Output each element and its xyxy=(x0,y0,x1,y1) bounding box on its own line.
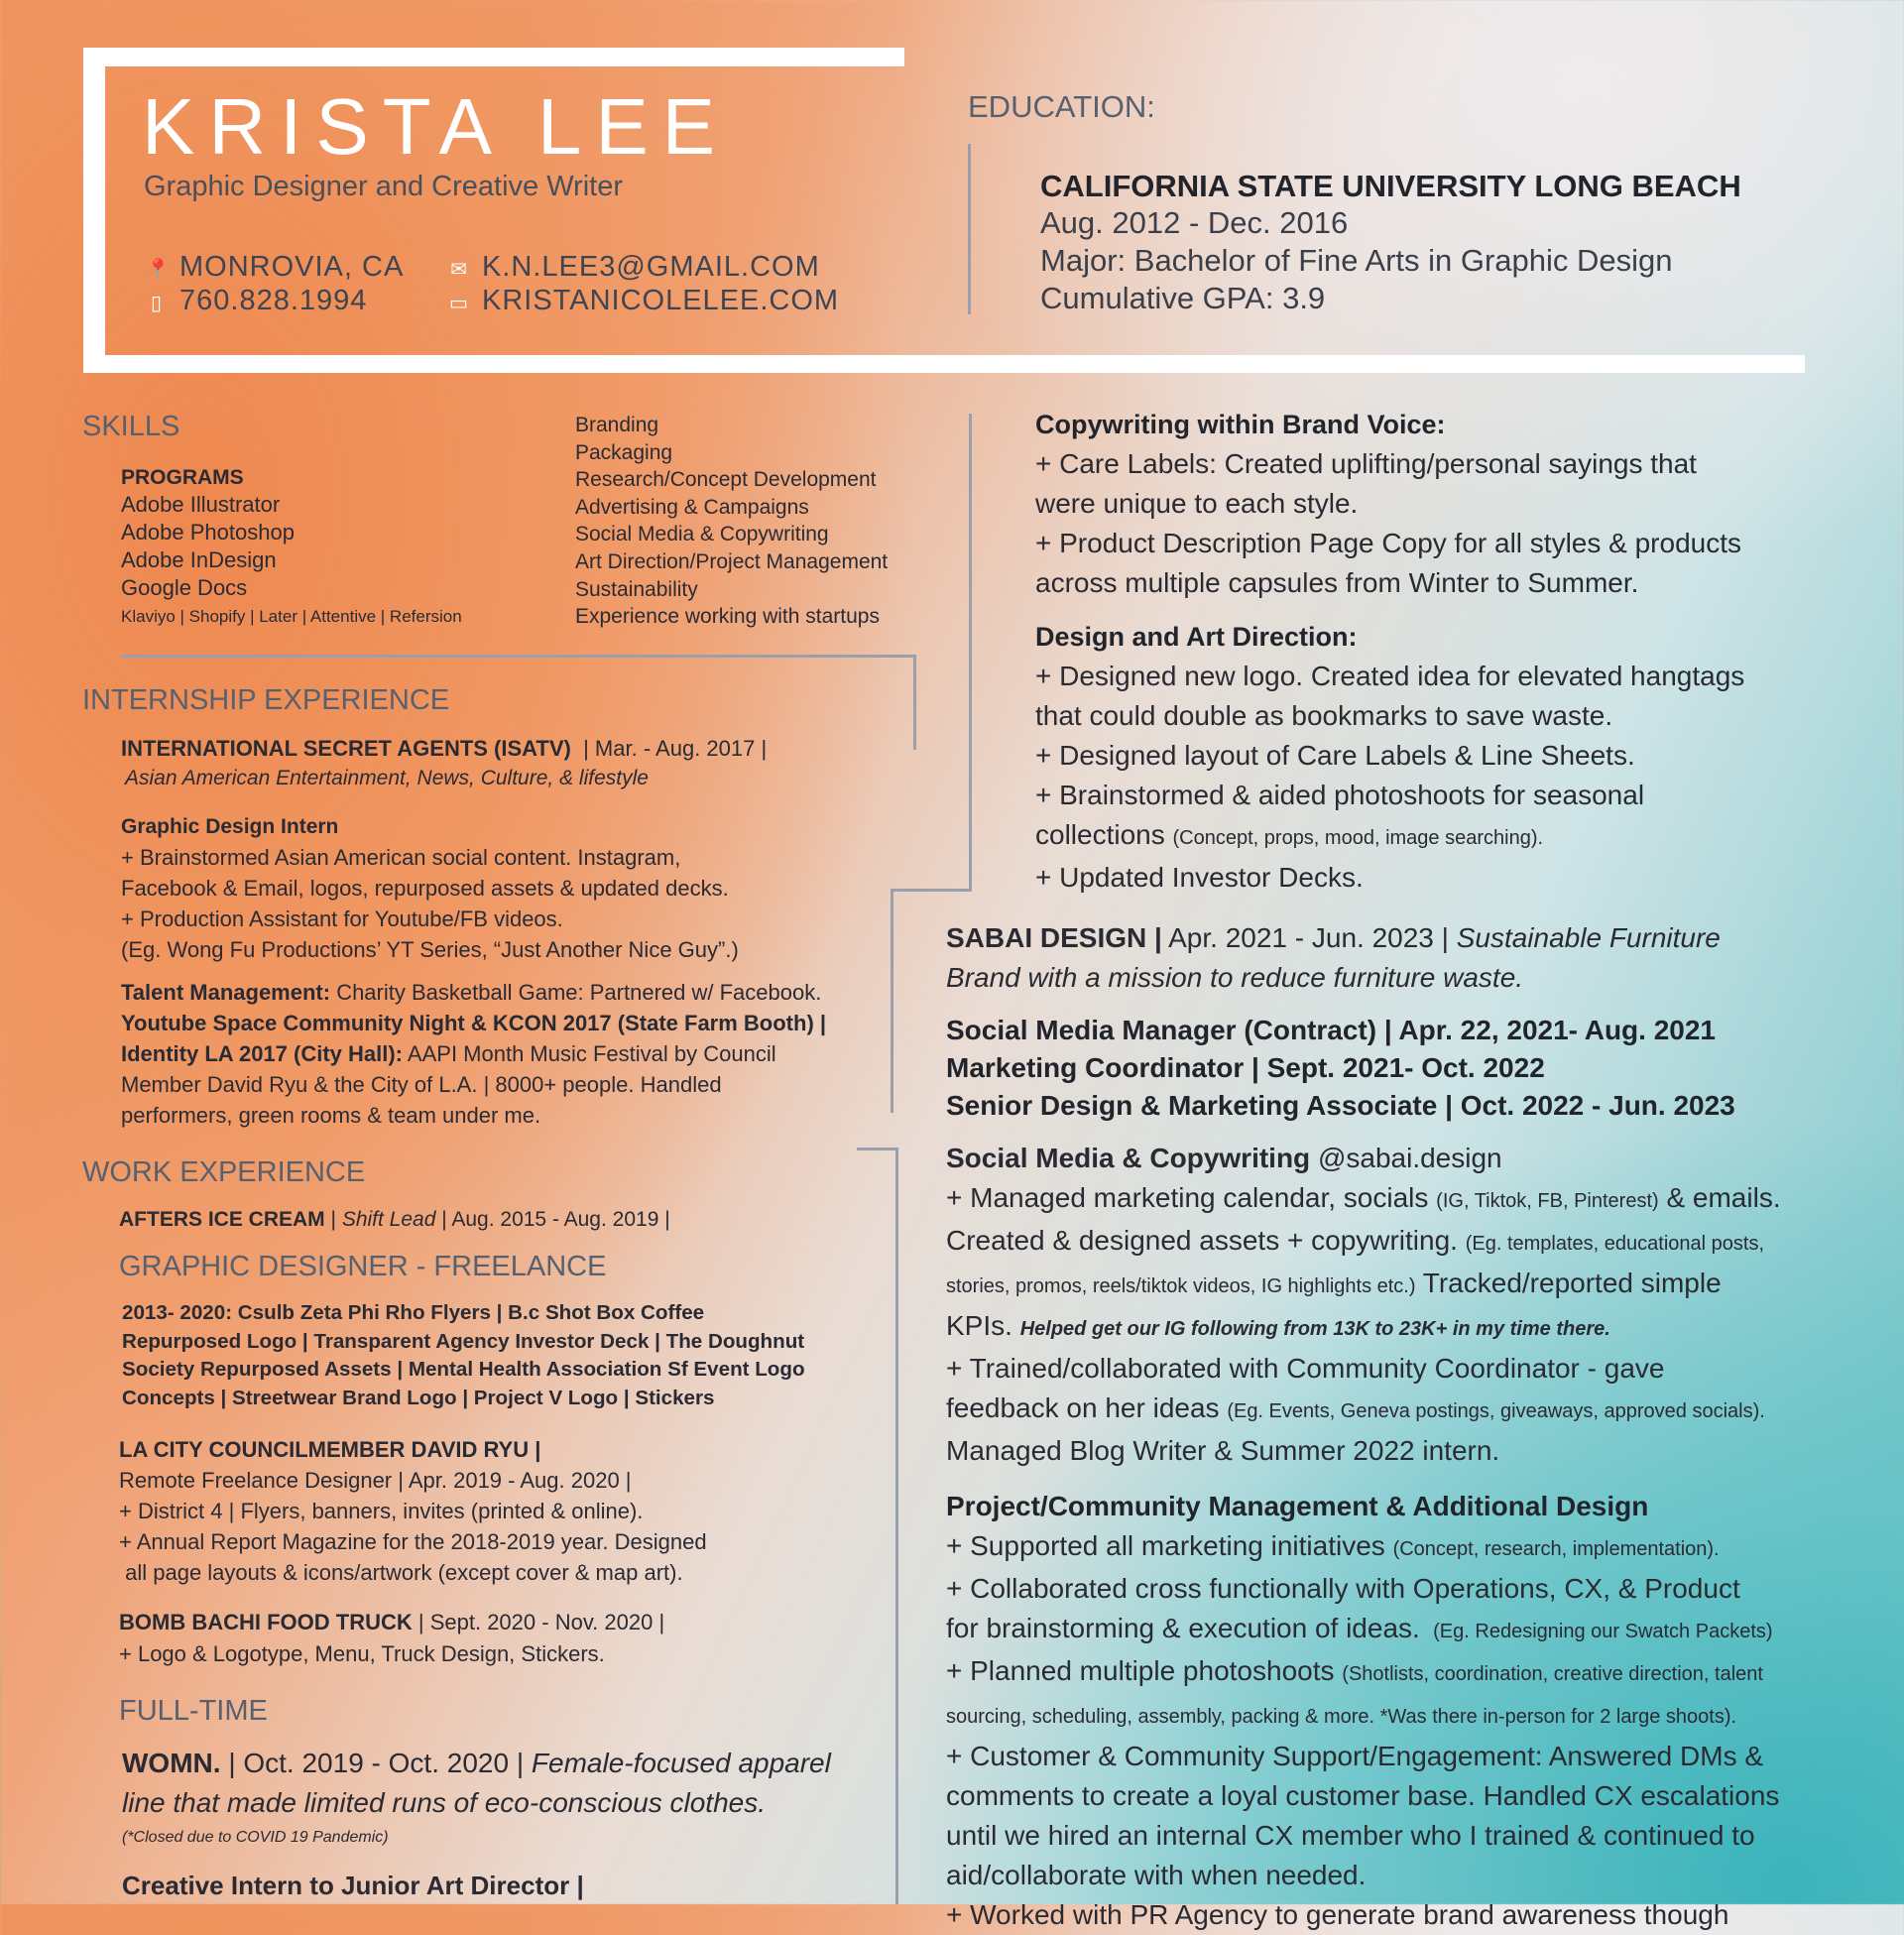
programs-list xyxy=(121,464,462,632)
skill-item: Advertising & Campaigns xyxy=(575,495,809,519)
bomb-line: + Logo & Logotype, Menu, Truck Design, Stickers. xyxy=(119,1641,605,1666)
copy-line: + Product Description Page Copy for all styles & products xyxy=(1035,528,1742,558)
resume-name: KRISTA LEE xyxy=(142,82,730,171)
design-line: collections (Concept, props, mood, image searching). xyxy=(1035,819,1544,850)
envelope-icon: ✉ xyxy=(450,259,468,281)
freelance-line: 2013- 2020: Csulb Zeta Phi Rho Flyers | B.c Shot Box Coffee xyxy=(122,1301,705,1324)
education-block xyxy=(1040,169,1814,317)
sabai-desc: Sustainable Furniture xyxy=(1456,922,1721,953)
social-line: stories, promos, reels/tiktok videos, IG highlights etc.) Tracked/reported simple xyxy=(946,1268,1722,1298)
skill-item: Experience working with startups xyxy=(575,605,880,629)
connector-horizontal xyxy=(857,1148,898,1150)
project-line: sourcing, scheduling, assembly, packing & more. *Was there in-person for 2 large shoots). xyxy=(946,1706,1737,1728)
womn-company: WOMN. xyxy=(122,1748,221,1778)
talent-line: Youtube Space Community Night & KCON 2017 (State Farm Booth) | xyxy=(121,1011,827,1035)
sabai-role: Social Media Manager (Contract) | Apr. 22, 2021- Aug. 2021 xyxy=(946,1015,1717,1045)
womn-entry xyxy=(122,1743,831,1907)
social-line: Managed Blog Writer & Summer 2022 intern. xyxy=(946,1435,1500,1466)
program-item: Google Docs xyxy=(121,575,248,600)
design-heading: Design and Art Direction: xyxy=(1035,622,1358,652)
social-line: + Managed marketing calendar, socials (IG, Tiktok, FB, Pinterest) & emails. xyxy=(946,1182,1781,1213)
talent-line: Member David Ryu & the City of L.A. | 8000+ people. Handled xyxy=(121,1072,722,1097)
contact-phone[interactable]: ▯ 760.828.1994 xyxy=(146,285,367,317)
project-line: + Customer & Community Support/Engagement: Answered DMs & xyxy=(946,1741,1764,1771)
talent-line: Talent Management: Charity Basketball Game: Partnered w/ Facebook. xyxy=(121,980,822,1005)
freelance-line: Repurposed Logo | Transparent Agency Investor Deck | The Doughnut xyxy=(122,1329,805,1353)
freelance-heading: GRAPHIC DESIGNER - FREELANCE xyxy=(119,1251,607,1282)
ryu-line: all page layouts & icons/artwork (except cover & map art). xyxy=(119,1560,683,1585)
sabai-desc: Brand with a mission to reduce furniture waste. xyxy=(946,962,1524,993)
freelance-list xyxy=(122,1299,805,1412)
contact-website[interactable]: ▭ KRISTANICOLELEE.COM xyxy=(449,285,840,316)
connector-vertical xyxy=(913,655,916,750)
internship-line: Facebook & Email, logos, repurposed assets & updated decks. xyxy=(121,876,729,901)
header-frame-bottom xyxy=(83,355,1805,373)
programs-heading: PROGRAMS xyxy=(121,466,244,489)
afters-entry: AFTERS ICE CREAM | Shift Lead | Aug. 2015 - Aug. 2019 | xyxy=(119,1208,670,1231)
project-line: + Collaborated cross functionally with Operations, CX, & Product xyxy=(946,1573,1740,1604)
skill-item: Sustainability xyxy=(575,577,698,601)
internship-line: + Brainstormed Asian American social content. Instagram, xyxy=(121,845,681,870)
education-major: Major: Bachelor of Fine Arts in Graphic Design xyxy=(1040,243,1673,278)
internship-role: Graphic Design Intern xyxy=(121,815,339,838)
internship-dates: | Mar. - Aug. 2017 | xyxy=(583,736,768,761)
header-frame-top xyxy=(83,48,904,66)
womn-desc: line that made limited runs of eco-conscious clothes. xyxy=(122,1787,766,1818)
social-line: Created & designed assets + copywriting. (Eg. templates, educational posts, xyxy=(946,1225,1765,1256)
header-frame-left xyxy=(83,48,105,373)
sabai-role: Senior Design & Marketing Associate | Oct. 2022 - Jun. 2023 xyxy=(946,1090,1735,1121)
internship-company: INTERNATIONAL SECRET AGENTS (ISATV) xyxy=(121,736,571,761)
sabai-dates: Apr. 2021 - Jun. 2023 | xyxy=(1168,922,1449,953)
copywriting-heading: Copywriting within Brand Voice: xyxy=(1035,410,1446,439)
project-line: + Supported all marketing initiatives (Concept, research, implementation). xyxy=(946,1530,1720,1561)
monitor-icon: ▭ xyxy=(449,293,469,314)
connector-vertical xyxy=(891,889,893,1113)
ryu-entry xyxy=(119,1435,707,1588)
design-line: + Updated Investor Decks. xyxy=(1035,862,1364,893)
freelance-line: Concepts | Streetwear Brand Logo | Project V Logo | Stickers xyxy=(122,1386,715,1409)
work-divider xyxy=(895,1148,898,1904)
project-line: for brainstorming & execution of ideas. (Eg. Redesigning our Swatch Packets) xyxy=(946,1613,1773,1643)
project-line: aid/collaborate with when needed. xyxy=(946,1860,1367,1890)
sabai-role: Marketing Coordinator | Sept. 2021- Oct. 2022 xyxy=(946,1052,1545,1083)
social-heading: Social Media & Copywriting @sabai.design xyxy=(946,1143,1502,1173)
design-line: + Designed layout of Care Labels & Line Sheets. xyxy=(1035,740,1635,771)
copy-line: + Care Labels: Created uplifting/personal sayings that xyxy=(1035,448,1697,479)
sabai-entry xyxy=(946,918,1781,1935)
skill-item: Social Media & Copywriting xyxy=(575,523,829,546)
internship-heading: INTERNSHIP EXPERIENCE xyxy=(82,684,450,716)
education-gpa: Cumulative GPA: 3.9 xyxy=(1040,281,1326,315)
womn-desc: Female-focused apparel xyxy=(531,1748,831,1778)
location-pin-icon: 📍 xyxy=(146,259,172,281)
design-line: + Designed new logo. Created idea for elevated hangtags xyxy=(1035,661,1745,691)
copy-line: across multiple capsules from Winter to Summer. xyxy=(1035,567,1639,598)
afters-dates: | Aug. 2015 - Aug. 2019 | xyxy=(441,1208,670,1231)
social-line: + Trained/collaborated with Community Coordinator - gave xyxy=(946,1353,1665,1384)
talent-line: Identity LA 2017 (City Hall): AAPI Month Music Festival by Council xyxy=(121,1041,776,1066)
afters-company: AFTERS ICE CREAM xyxy=(119,1208,325,1231)
project-line: + Planned multiple photoshoots (Shotlists, coordination, creative direction, talent xyxy=(946,1655,1763,1686)
skill-item: Research/Concept Development xyxy=(575,468,877,492)
sabai-company: SABAI DESIGN | xyxy=(946,922,1162,953)
education-dates: Aug. 2012 - Dec. 2016 xyxy=(1040,205,1349,240)
program-item: Adobe InDesign xyxy=(121,547,277,572)
bomb-entry xyxy=(119,1607,664,1669)
design-line: + Brainstormed & aided photoshoots for seasonal xyxy=(1035,780,1645,810)
tools-list: Klaviyo | Shopify | Later | Attentive | Refersion xyxy=(121,607,462,626)
womn-detail xyxy=(1035,405,1744,898)
skills-heading: SKILLS xyxy=(82,411,180,442)
education-divider xyxy=(968,144,971,314)
copy-line: were unique to each style. xyxy=(1035,488,1359,519)
internship-desc: Asian American Entertainment, News, Culture, & lifestyle xyxy=(125,767,649,789)
ryu-line: + Annual Report Magazine for the 2018-2019 year. Designed xyxy=(119,1529,707,1554)
bomb-company: BOMB BACHI FOOD TRUCK xyxy=(119,1610,413,1634)
afters-role: Shift Lead xyxy=(341,1208,436,1231)
ryu-company: LA CITY COUNCILMEMBER DAVID RYU | xyxy=(119,1437,541,1462)
ryu-line: + District 4 | Flyers, banners, invites (printed & online). xyxy=(119,1499,644,1523)
skill-item: Art Direction/Project Management xyxy=(575,549,889,573)
right-column-divider xyxy=(969,414,972,890)
project-line: + Worked with PR Agency to generate brand awareness though xyxy=(946,1899,1729,1930)
program-item: Adobe Photoshop xyxy=(121,520,295,544)
talent-line: performers, green rooms & team under me. xyxy=(121,1103,541,1128)
internship-line: (Eg. Wong Fu Productions’ YT Series, “Just Another Nice Guy”.) xyxy=(121,937,739,962)
work-heading: WORK EXPERIENCE xyxy=(82,1156,366,1188)
womn-dates: | Oct. 2019 - Oct. 2020 | xyxy=(228,1748,525,1778)
skills-other-list xyxy=(575,412,888,631)
womn-note: (*Closed due to COVID 19 Pandemic) xyxy=(122,1829,389,1846)
design-line: that could double as bookmarks to save waste. xyxy=(1035,700,1613,731)
freelance-line: Society Repurposed Assets | Mental Health Association Sf Event Logo xyxy=(122,1358,805,1381)
ryu-line: Remote Freelance Designer | Apr. 2019 - Aug. 2020 | xyxy=(119,1468,632,1493)
social-line: feedback on her ideas (Eg. Events, Geneva postings, giveaways, approved socials). xyxy=(946,1392,1765,1423)
internship-entry xyxy=(121,734,826,1131)
connector-horizontal xyxy=(891,889,972,892)
bomb-dates: | Sept. 2020 - Nov. 2020 | xyxy=(417,1610,665,1634)
project-line: comments to create a loyal customer base. Handled CX escalations xyxy=(946,1780,1780,1811)
fulltime-heading: FULL-TIME xyxy=(119,1695,268,1727)
project-line: until we hired an internal CX member who I trained & continued to xyxy=(946,1820,1755,1851)
skill-item: Packaging xyxy=(575,440,673,464)
education-heading: EDUCATION: xyxy=(968,89,1155,124)
project-heading: Project/Community Management & Additional Design xyxy=(946,1491,1649,1521)
internship-line: + Production Assistant for Youtube/FB videos. xyxy=(121,907,563,931)
phone-icon: ▯ xyxy=(150,293,163,314)
contact-email[interactable]: ✉ K.N.LEE3@GMAIL.COM xyxy=(448,251,820,284)
social-line: KPIs. Helped get our IG following from 13K to 23K+ in my time there. xyxy=(946,1310,1610,1341)
womn-role: Creative Intern to Junior Art Director | xyxy=(122,1871,584,1900)
skills-divider xyxy=(121,655,916,658)
contact-location: 📍 MONROVIA, CA xyxy=(146,251,405,283)
skill-item: Branding xyxy=(575,414,659,436)
resume-tagline: Graphic Designer and Creative Writer xyxy=(144,171,623,202)
program-item: Adobe Illustrator xyxy=(121,492,281,517)
education-school: CALIFORNIA STATE UNIVERSITY LONG BEACH xyxy=(1040,169,1741,203)
